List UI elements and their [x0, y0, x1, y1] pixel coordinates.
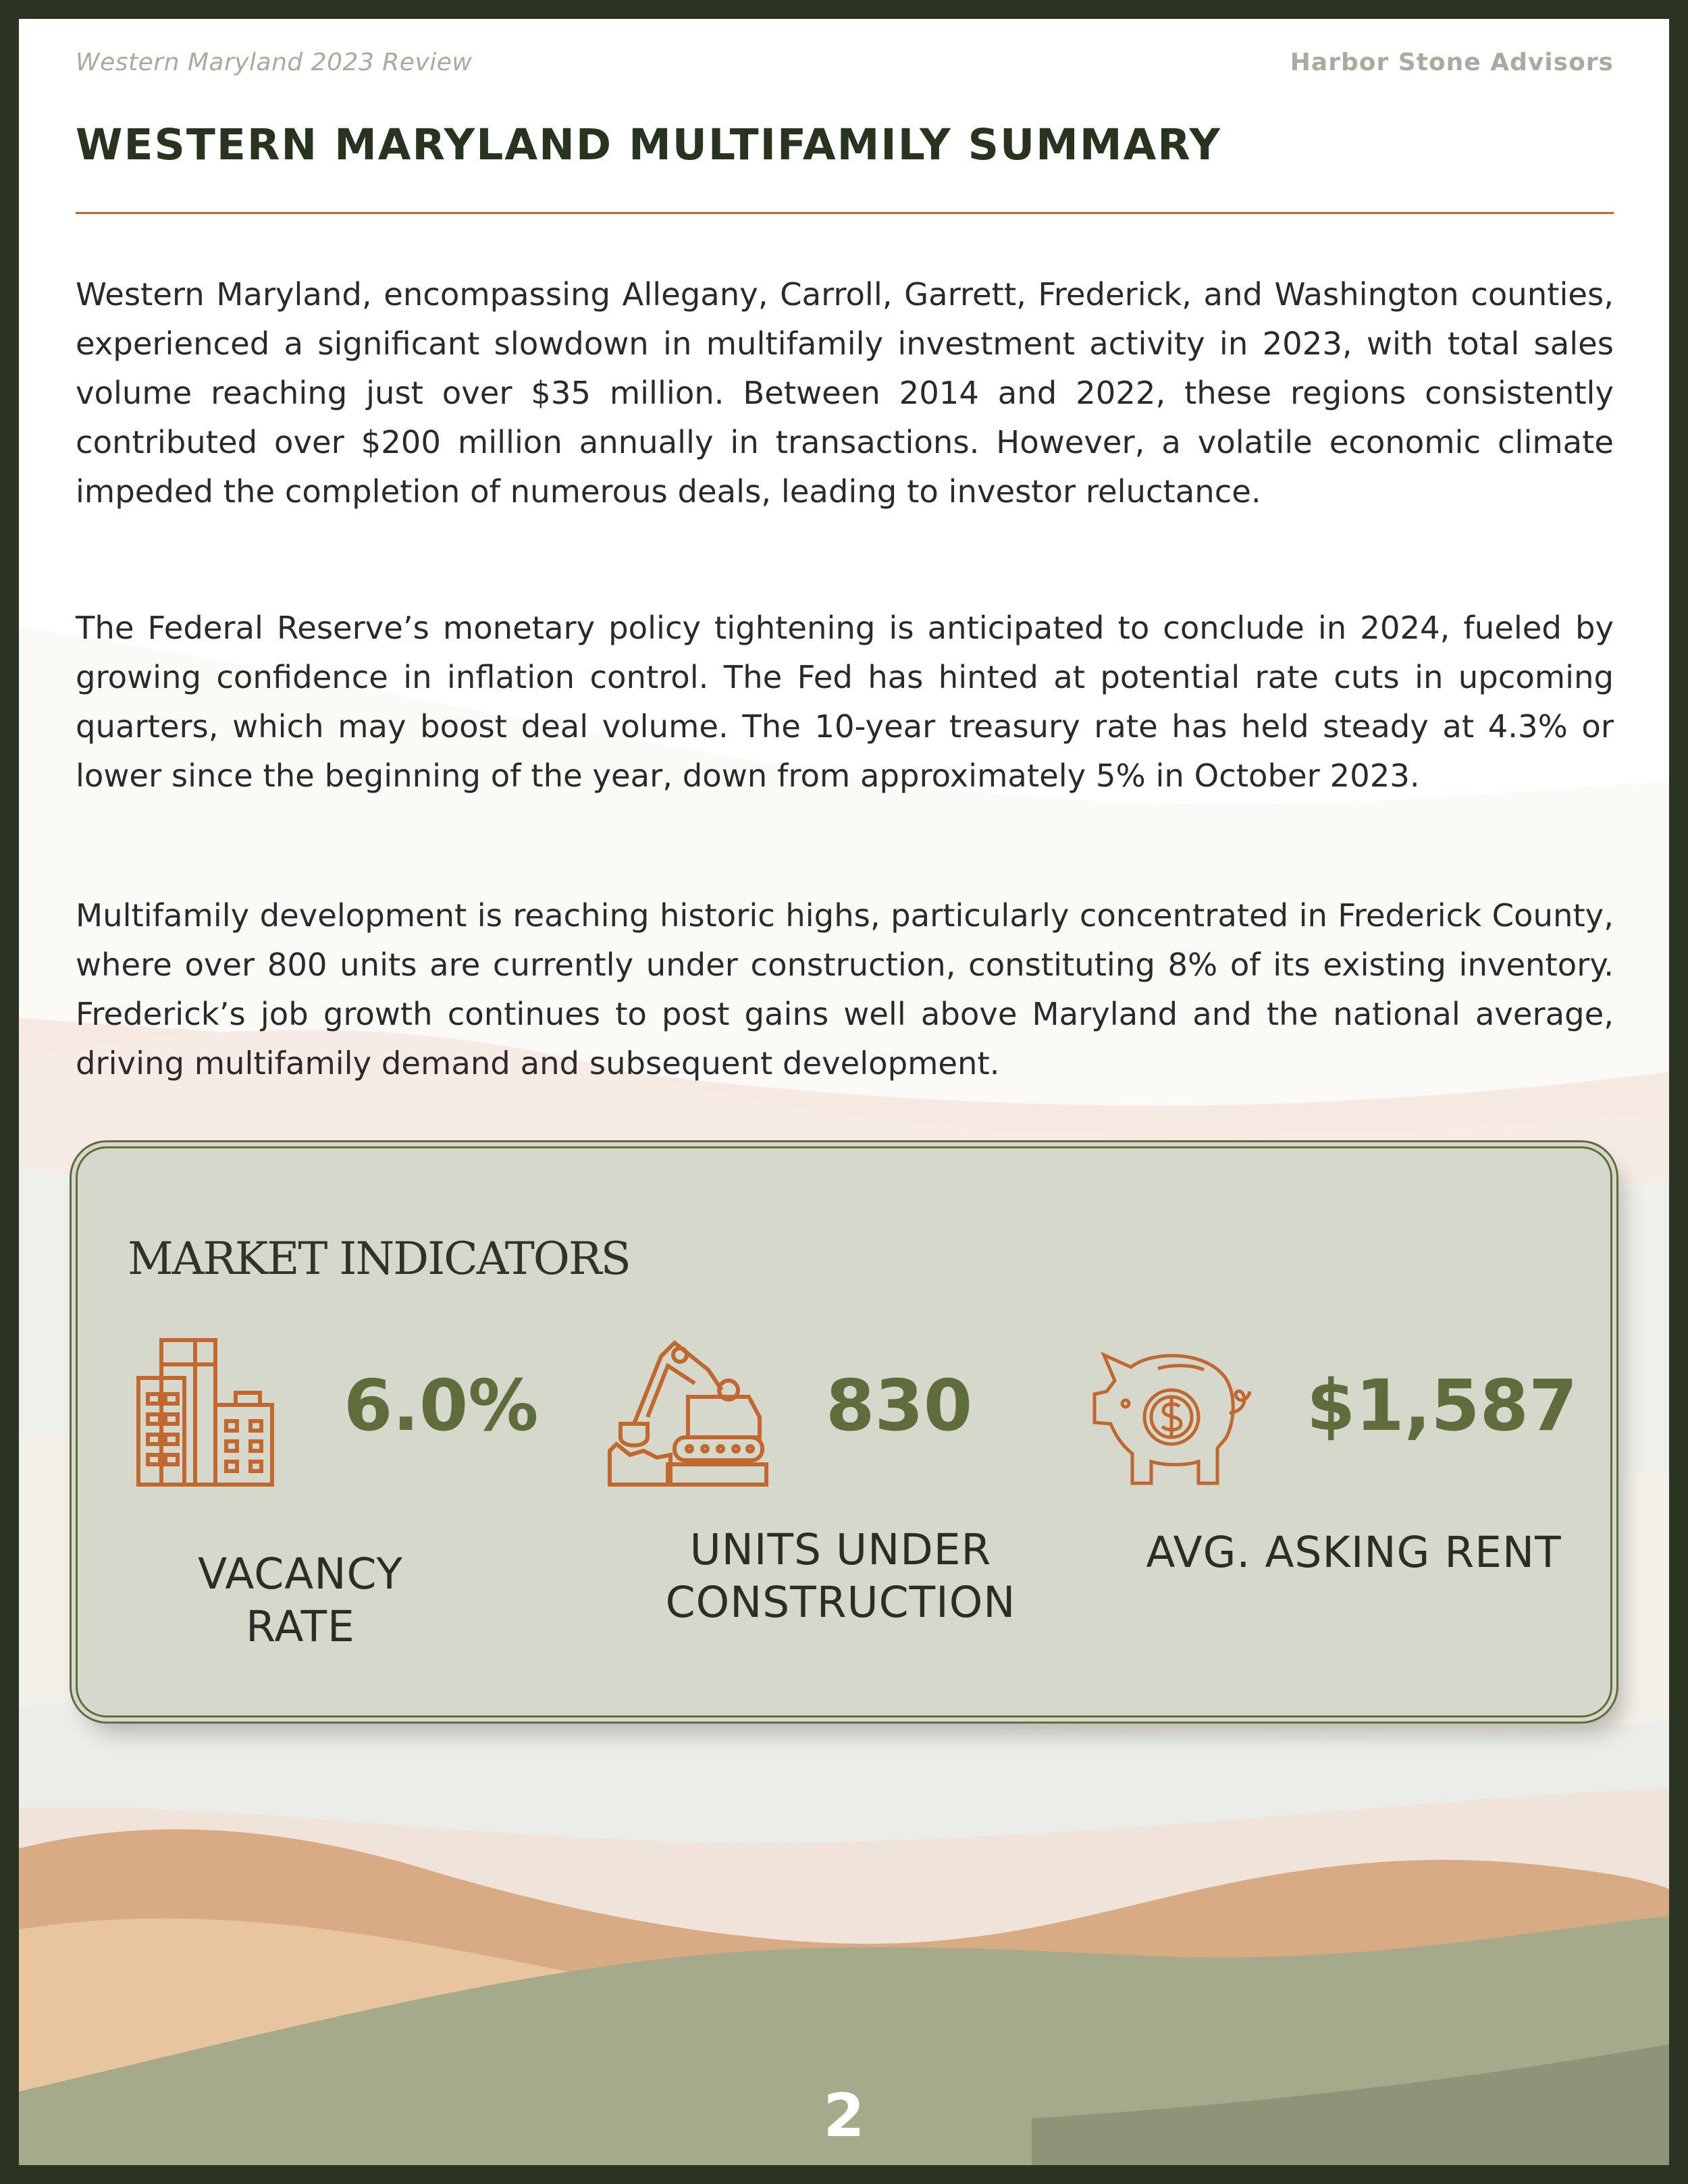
market-indicators-card — [76, 1146, 1612, 1717]
page-number: 2 — [823, 2081, 865, 2150]
metric-value: 830 — [826, 1364, 973, 1447]
buildings-icon — [134, 1337, 276, 1487]
excavator-icon — [607, 1336, 769, 1487]
page-title: WESTERN MARYLAND MULTIFAMILY SUMMARY — [76, 120, 1221, 169]
metric-value: 6.0% — [344, 1364, 539, 1447]
paragraph: Multifamily development is reaching historic highs, particularly concentrated in Frederick County, where over 800 units are currently under construction, constituting 8% of its existing inventory. Frederick’s job growth continues to post gains well above Maryland and the national average, driving multifamily demand and subsequent development. — [76, 897, 1614, 1082]
metric-label: UNITS UNDER CONSTRUCTION — [665, 1525, 1016, 1627]
paragraph: Western Maryland, encompassing Allegany, Carroll, Garrett, Frederick, and Washington counties, experienced a significant slowdown in multifamily investment activity in 2023, with total sales volume reaching just over $35 million. Between 2014 and 2022, these regions consistently contributed over $200 million annually in transactions. However, a volatile economic climate impeded the completion of numerous deals, leading to investor reluctance. — [76, 276, 1614, 510]
title-divider — [76, 212, 1614, 214]
metric-value: $1,587 — [1307, 1364, 1578, 1447]
card-title: MARKET INDICATORS — [128, 1233, 630, 1285]
metric-label: VACANCY RATE — [198, 1549, 403, 1651]
report-page — [19, 19, 1669, 2165]
paragraph: The Federal Reserve’s monetary policy tightening is anticipated to conclude in 2024, fueled by growing confidence in inflation control. The Fed has hinted at potential rate cuts in upcoming quarters, which may boost deal volume. The 10-year treasury rate has held steady at 4.3% or lower since the beginning of the year, down from approximately 5% in October 2023. — [76, 610, 1614, 794]
report-series-label: Western Maryland 2023 Review — [76, 49, 473, 76]
piggy-bank-icon — [1090, 1337, 1254, 1487]
company-name: Harbor Stone Advisors — [1290, 49, 1614, 76]
metric-label: AVG. ASKING RENT — [1146, 1528, 1562, 1577]
